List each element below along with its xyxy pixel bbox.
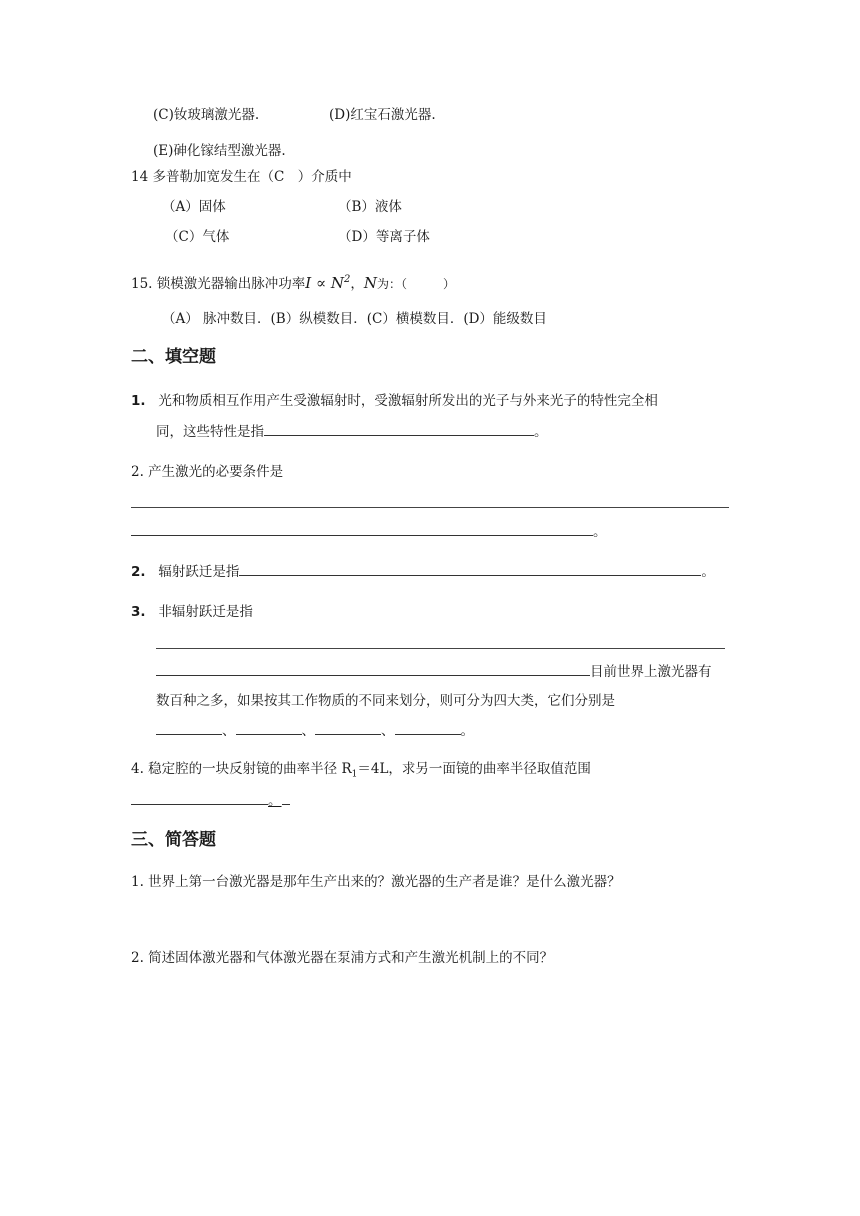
answer-blank[interactable] bbox=[131, 523, 593, 536]
option-d-ruby: (D)红宝石激光器. bbox=[329, 107, 436, 123]
fill-question-stable-cavity-answer: 。 bbox=[131, 792, 290, 810]
q14-option-c: （C）气体 bbox=[165, 229, 230, 245]
answer-blank[interactable] bbox=[395, 722, 461, 735]
question-15-stem: 15. 锁模激光器输出脉冲功率$I \propto N^2$，N为：（ ） bbox=[131, 274, 456, 292]
q15-options: （A） 脉冲数目．(B）纵模数目．(C）横模数目．(D）能级数目 bbox=[162, 311, 547, 327]
section-short-answer-title: 三、简答题 bbox=[131, 830, 216, 850]
answer-blank[interactable] bbox=[156, 722, 222, 735]
option-c-nd-glass: (C)钕玻璃激光器. bbox=[153, 107, 260, 123]
fill-question-1-line2: 同，这些特性是指 。 bbox=[156, 424, 548, 440]
option-e-gaas: (E)砷化镓结型激光器. bbox=[153, 143, 286, 159]
answer-blank[interactable] bbox=[239, 563, 701, 576]
section-fill-in-title: 二、填空题 bbox=[131, 347, 216, 367]
fill-question-laser-types: 数百种之多，如果按其工作物质的不同来划分，则可分为四大类，它们分别是 bbox=[156, 693, 615, 709]
answer-blank[interactable] bbox=[236, 722, 302, 735]
q14-option-b: （B）液体 bbox=[338, 199, 402, 215]
short-answer-question-2: 2. 简述固体激光器和气体激光器在泵浦方式和产生激光机制上的不同？ bbox=[131, 950, 554, 966]
fill-question-radiative: 2. 辐射跃迁是指 。 bbox=[131, 564, 715, 580]
fill-question-nonradiative-line2: 目前世界上激光器有 bbox=[156, 663, 712, 681]
q15-suffix: 为：（ ） bbox=[377, 277, 456, 291]
answer-blank[interactable] bbox=[131, 792, 268, 805]
q15-prefix: 15. 锁模激光器输出脉冲功率 bbox=[131, 276, 306, 292]
fill-question-1: 1. 光和物质相互作用产生受激辐射时，受激辐射所发出的光子与外来光子的特性完全相 bbox=[131, 393, 658, 409]
answer-blank[interactable] bbox=[156, 663, 590, 676]
fill-question-2-line2: 。 bbox=[131, 523, 607, 541]
answer-line[interactable] bbox=[131, 507, 729, 508]
q15-formula: $I \propto N^2$ bbox=[305, 274, 351, 292]
fill-question-nonradiative: 3. 非辐射跃迁是指 bbox=[131, 604, 253, 620]
answer-blank[interactable] bbox=[315, 722, 381, 735]
answer-blank[interactable] bbox=[264, 423, 534, 436]
fill-question-stable-cavity: 4. 稳定腔的一块反射镜的曲率半径 $R_1=4L$，求另一面镜的曲率半径取值范围 bbox=[131, 761, 591, 780]
fill-question-2: 2. 产生激光的必要条件是 bbox=[131, 464, 284, 480]
q14-option-d: （D）等离子体 bbox=[338, 229, 430, 245]
q14-option-a: （A）固体 bbox=[162, 199, 226, 215]
q15-variable-n: N bbox=[363, 274, 378, 292]
fill-question-laser-types-blanks: 、 、 、 。 bbox=[156, 722, 474, 740]
answer-line[interactable] bbox=[156, 648, 725, 649]
question-14-stem: 14 多普勒加宽发生在（C ）介质中 bbox=[131, 169, 352, 185]
short-answer-question-1: 1. 世界上第一台激光器是那年生产出来的？激光器的生产者是谁？是什么激光器？ bbox=[131, 874, 621, 890]
